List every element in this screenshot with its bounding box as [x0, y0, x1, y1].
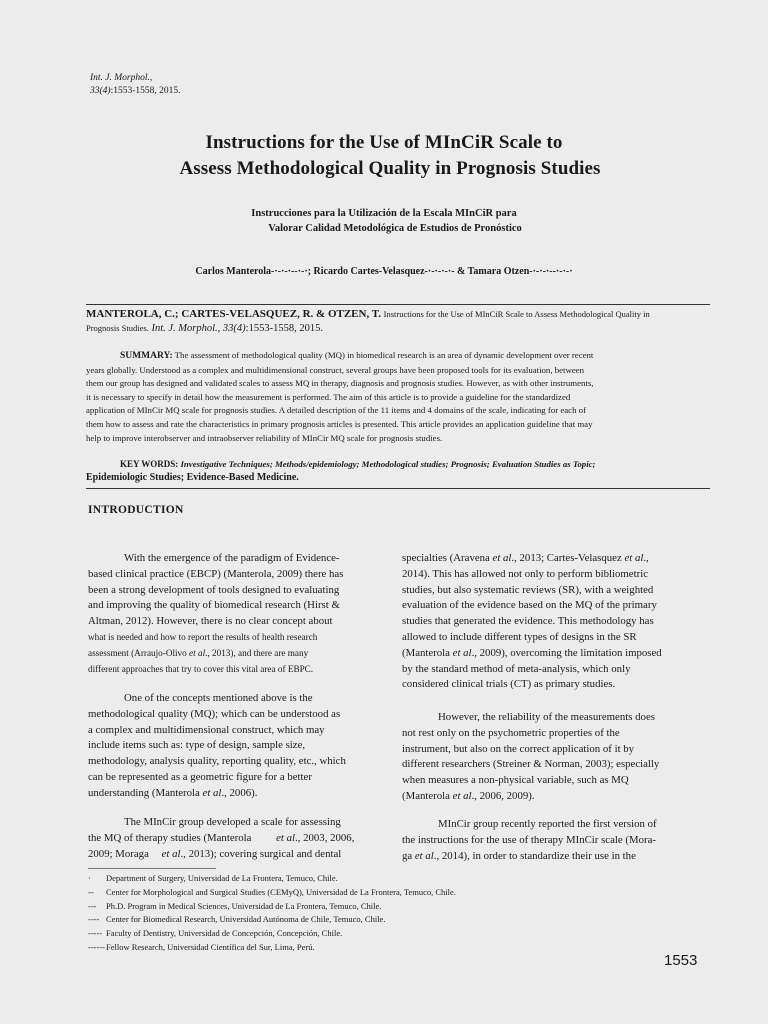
summary-abstract [86, 349, 716, 445]
footnote-item [88, 886, 456, 900]
text-fragment: (Manterola [402, 646, 453, 659]
left-paragraph-2 [88, 691, 380, 802]
text-line: One of the concepts mentioned above is the [124, 692, 313, 704]
text-fragment: 2009; Moraga [88, 847, 149, 860]
summary-line: them our group has designed and validated scales to assess MQ in therapy, diagnosis and prognosis studies. However, as with other instruments, [86, 378, 594, 389]
text-fragment: ., [643, 552, 649, 564]
right-paragraph-3 [402, 817, 694, 864]
summary-line: them how to assess and rate the characteristics in primary prognosis articles is presented. This article provides an application guideline that may [86, 418, 593, 429]
text-line: Altman, 2012). However, there is no clear concept about [88, 615, 333, 628]
author-list: Carlos Manterola-·-·-·--·-·; Ricardo Cartes-Velasquez-·-·-·-·- & Tamara Otzen-·-·-·--·-·-· [195, 266, 573, 277]
section-heading-introduction: INTRODUCTION [88, 504, 184, 516]
footnote-text: Center for Biomedical Research, Universidad Autónoma de Chile, Temuco, Chile. [106, 914, 386, 925]
citation-authors: MANTEROLA, C.; CARTES-VELASQUEZ, R. & OTZEN, T. [86, 308, 382, 320]
footnote-text: Center for Morphological and Surgical Studies (CEMyQ), Universidad de La Frontera, Temuco, Chile. [106, 886, 456, 897]
summary-line: years globally. Understood as a complex and multidimensional construct, several groups have been proposed tools for its evaluation, between [86, 364, 585, 375]
text-line: when measures a non-physical variable, such as MQ [402, 774, 629, 787]
text-line: With the emergence of the paradigm of Evidence- [124, 552, 340, 564]
citation-title: Instructions for the Use of MInCiR Scale to Assess Methodological Quality in [383, 309, 650, 319]
text-line: and improving the quality of biomedical research (Hirst & [88, 599, 340, 612]
keywords-divider [86, 488, 710, 489]
summary-label: SUMMARY: [120, 351, 173, 361]
footnote-mark: --- [88, 900, 97, 911]
text-line: not rest only on the psychometric properties of the [402, 726, 620, 739]
text-line: can be represented as a geometric figure for a better [88, 770, 312, 783]
summary-line: it is necessary to specify in detail how the measurement is performed. The aim of this article is to provide a guideline for the standardized [86, 391, 571, 402]
text-line: The MInCir group developed a scale for assessing [124, 816, 341, 828]
text-fragment: specialties (Aravena [402, 552, 493, 564]
footnote-mark: · [88, 873, 91, 883]
text-fragment: the MQ of therapy studies (Manterola [88, 831, 252, 844]
paper-title [0, 130, 768, 182]
citation [86, 308, 716, 335]
footnote-text: Faculty of Dentistry, Universidad de Concepción, Concepción, Chile. [106, 928, 343, 939]
summary-line: The assessment of methodological quality (MQ) in biomedical research is an area of dynamic development over recent [174, 350, 594, 360]
text-line: studies that generated the evidence. This methodology has [402, 615, 654, 628]
footnote-mark: -- [88, 886, 94, 897]
text-fragment: ., 2013), and there are many [205, 647, 309, 658]
journal-pages: :1553-1558, 2015. [110, 86, 181, 96]
text-italic: et al [492, 552, 512, 564]
footnote-item [88, 900, 456, 914]
keywords-label: KEY WORDS: [120, 459, 179, 469]
text-line: methodological quality (MQ); which can be understood as [88, 707, 341, 720]
text-fragment: ., 2013); covering surgical and dental [180, 847, 342, 860]
text-line: by the standard method of meta-analysis, which only [402, 662, 631, 675]
header-divider [86, 304, 710, 305]
text-line: the instructions for the use of therapy MInCir scale (Mora- [402, 833, 656, 846]
text-fragment: understanding (Manterola [88, 786, 203, 799]
text-line: been a strong development of tools designed to evaluating [88, 583, 340, 596]
footnote-text: Fellow Research, Universidad Científica del Sur, Lima, Perú. [106, 941, 315, 952]
left-paragraph-1 [88, 551, 380, 677]
summary-line: application of MInCir MQ scale for prognosis studies. A detailed description of the 11 items and 4 domains of the scale, indicating for each of [86, 405, 587, 416]
summary-line: help to improve interobserver and intraobserver reliability of MInCir MQ scale for prognosis studies. [86, 432, 443, 443]
text-line: MInCir group recently reported the first version of [438, 818, 657, 830]
footnote-item [88, 927, 456, 941]
title-line-2: Assess Methodological Quality in Prognosis Studies [179, 158, 601, 179]
footnote-item [88, 872, 456, 886]
spanish-title [0, 206, 768, 236]
keywords [86, 458, 716, 484]
text-line: based clinical practice (EBCP) (Manterola, 2009) there has [88, 567, 344, 580]
footnote-mark: ----- [88, 928, 103, 939]
keywords-line-2: Epidemiologic Studies; Evidence-Based Medicine. [86, 472, 299, 483]
text-fragment: ., 2006, 2009). [471, 789, 535, 802]
text-fragment: ., 2006). [221, 786, 258, 799]
footnote-mark: ---- [88, 914, 100, 925]
citation-pages: :1553-1558, 2015. [245, 322, 323, 334]
keywords-line-1: Investigative Techniques; Methods/epidemiology; Methodological studies; Prognosis; Evaluation Studies as Topic; [180, 459, 596, 469]
subtitle-line-1: Instrucciones para la Utilización de la Escala MInCiR para [251, 208, 517, 219]
footnote-mark: ------ [88, 941, 105, 952]
right-paragraph-1 [402, 551, 694, 693]
text-fragment: ga [402, 849, 415, 862]
text-line: 2014). This has allowed not only to perform bibliometric [402, 567, 648, 580]
text-fragment: ., 2014), in order to standardize their use in the [433, 849, 636, 862]
text-line: different researchers (Streiner & Norman, 2003); especially [402, 758, 660, 771]
text-line: studies, but also systematic reviews (SR), with a weighted [402, 583, 654, 596]
text-italic: et al [276, 831, 296, 844]
text-line: include items such as: type of design, sample size, [88, 739, 306, 752]
footnote-divider [88, 868, 216, 869]
text-line: methodology, analysis quality, reporting quality, etc., which [88, 755, 346, 768]
journal-name: Int. J. Morphol., [90, 73, 153, 83]
text-line: different approaches that try to cover this vital area of EBPC. [88, 663, 314, 674]
subtitle-line-2: Valorar Calidad Metodológica de Estudios de Pronóstico [268, 223, 522, 234]
footnotes [88, 872, 456, 955]
footnote-item [88, 941, 456, 955]
right-paragraph-2 [402, 710, 694, 805]
text-line: evaluation of the evidence based on the MQ of the primary [402, 599, 657, 612]
page-number: 1553 [664, 952, 698, 969]
text-line: However, the reliability of the measurements does [438, 711, 655, 723]
citation-journal: Int. J. Morphol., 33(4) [151, 322, 246, 334]
text-italic: et al [189, 647, 206, 658]
text-fragment: ., 2013; Cartes-Velasquez [511, 552, 625, 564]
text-italic: et al [624, 552, 644, 564]
citation-title-cont: Prognosis Studies. [86, 322, 149, 333]
text-fragment: (Manterola [402, 789, 453, 802]
journal-reference [90, 72, 181, 98]
text-line: instrument, but also on the correct application of it by [402, 742, 635, 755]
text-line: what is needed and how to report the results of health research [88, 631, 318, 642]
left-paragraph-3 [88, 815, 380, 862]
text-fragment: ., 2003, 2006, [295, 831, 355, 844]
text-fragment: assessment (Arraujo-Olivo [88, 647, 190, 658]
text-line: allowed to include different types of designs in the SR [402, 630, 637, 643]
text-italic: et al [452, 789, 472, 802]
footnote-item [88, 913, 456, 927]
footnote-text: Ph.D. Program in Medical Sciences, Universidad de La Frontera, Temuco, Chile. [106, 900, 382, 911]
text-fragment: ., 2009), overcoming the limitation imposed [471, 646, 662, 659]
text-italic: et al [202, 786, 222, 799]
text-italic: et al [414, 849, 434, 862]
text-italic: et al [452, 646, 472, 659]
footnote-text: Department of Surgery, Universidad de La Frontera, Temuco, Chile. [106, 873, 338, 883]
title-line-1: Instructions for the Use of MInCiR Scale to [205, 132, 563, 153]
text-line: a complex and multidimensional construct, which may [88, 723, 325, 736]
text-line: considered clinical trials (CT) as primary studies. [402, 678, 616, 691]
text-italic: et al [161, 847, 181, 860]
journal-volume: 33(4) [90, 86, 111, 96]
